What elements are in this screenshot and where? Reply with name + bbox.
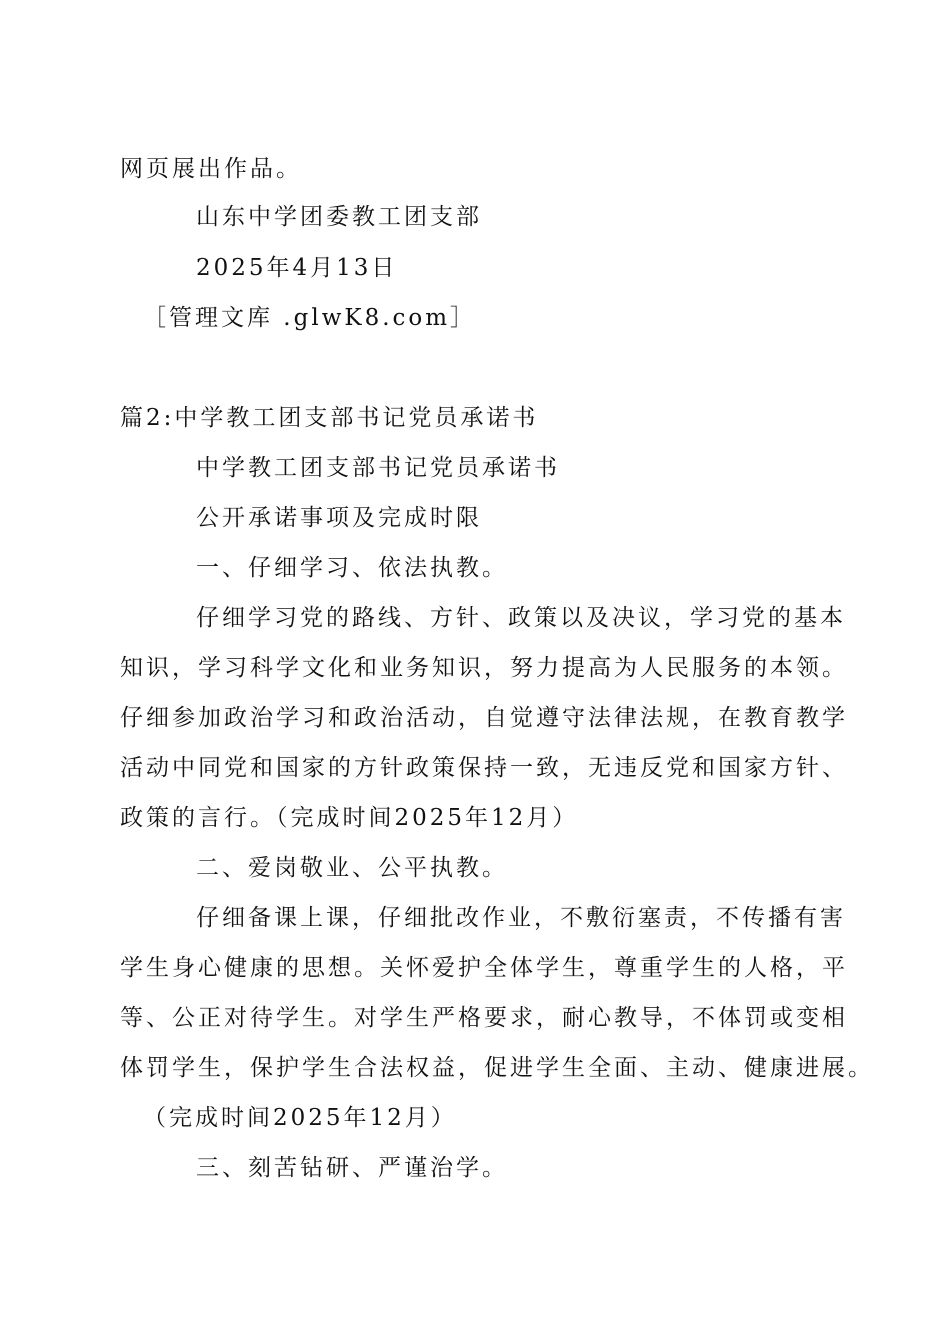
section-heading: 二、爱岗敬业、公平执教。 [196,855,508,881]
paragraph-line: 仔细学习党的路线、方针、政策以及决议，学习党的基本 [196,605,846,631]
paragraph-line: 知识，学习科学文化和业务知识，努力提高为人民服务的本领。 [120,655,848,681]
paragraph-line: 等、公正对待学生。对学生严格要求，耐心教导，不体罚或变相 [120,1005,848,1031]
section-heading: 一、仔细学习、依法执教。 [196,555,508,581]
paragraph-line: 仔细参加政治学习和政治活动，自觉遵守法律法规，在教育教学 [120,705,848,731]
section-heading: 三、刻苦钻研、严谨治学。 [196,1155,508,1181]
signature-date: 2025年4月13日 [196,255,398,281]
signature-org: 山东中学团委教工团支部 [196,204,482,230]
paragraph-line: 仔细备课上课，仔细批改作业，不敷衍塞责，不传播有害 [196,905,846,931]
paragraph-line: 学生身心健康的思想。关怀爱护全体学生，尊重学生的人格，平 [120,955,848,981]
article-subtitle: 公开承诺事项及完成时限 [196,505,482,531]
paragraph-line: 体罚学生，保护学生合法权益，促进学生全面、主动、健康进展。 [120,1055,874,1081]
paragraph-line: 政策的言行。（完成时间2025年12月） [120,805,579,831]
article-heading: 篇2:中学教工团支部书记党员承诺书 [120,405,539,431]
source-note: ［管理文库 .glwK8.com］ [143,305,477,331]
paragraph-line: 活动中同党和国家的方针政策保持一致，无违反党和国家方针、 [120,755,848,781]
paragraph-line: （完成时间2025年12月） [143,1105,457,1131]
continuation-line: 网页展出作品。 [120,156,302,182]
article-title: 中学教工团支部书记党员承诺书 [196,455,560,481]
